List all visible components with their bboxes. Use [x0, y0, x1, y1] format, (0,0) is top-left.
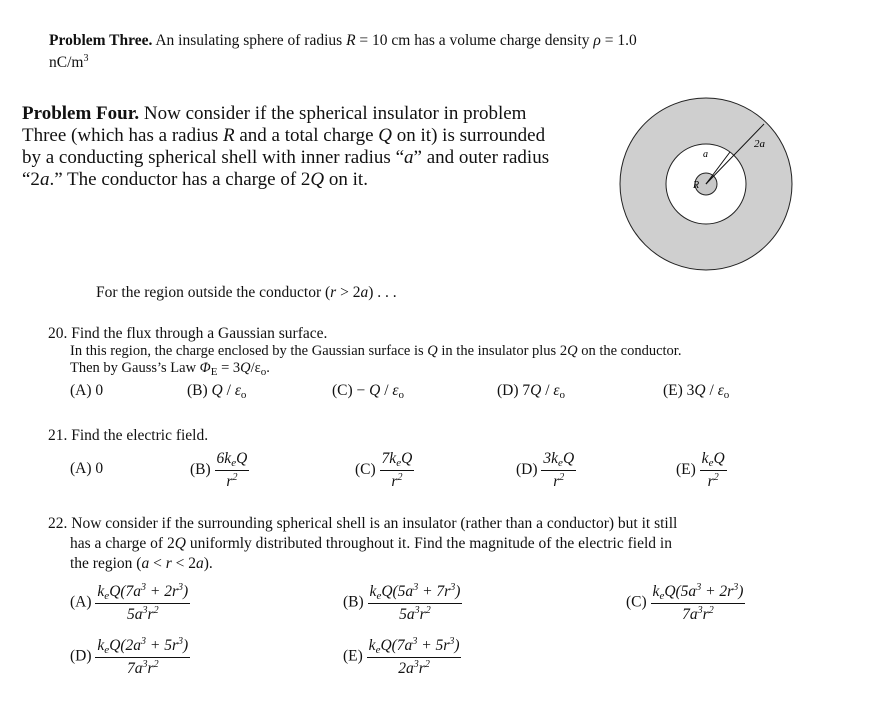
q20-option-d[interactable]: (D) 7Q / εo [497, 382, 566, 401]
problem-four-text: Now consider if the spherical insulator in problem Three (which has a radius R and a total charge Q on it) is surrounded by a conducting spherical shell with inner radius “a” and outer radius “2a.” The conductor has a charge of 2Q on it. [22, 103, 550, 190]
question-20 [48, 325, 681, 381]
q21-option-d[interactable]: (D) $\frac{\text{3keQ}}{r^2}$ [516, 450, 575, 491]
region-intro: For the region outside the conductor (r > 2a) . . . [96, 284, 397, 301]
inner-radius-label: a [703, 149, 708, 160]
question-22: 22. Now consider if the surrounding spherical shell is an insulator (rather than a conductor) but it still has a charge of 2Q uniformly distributed throughout it. Find the magnitude of the electric field in the region (a < r < 2a). [48, 515, 678, 572]
problem-four-title: Problem Four. [22, 103, 140, 124]
q20-explanation-2: Then by Gauss’s Law $\Phi_E = 3Q/\varepsilon_o$. [70, 360, 270, 378]
q21-question: Find the electric field. [71, 427, 209, 444]
q21-option-e[interactable]: (E) $\frac{\text{keQ}}{r^2}$ [676, 450, 725, 491]
q22-option-d[interactable]: (D) $\frac{keQ(2a^3 + 5r^3)}{7a^3r^2}$ [70, 636, 189, 678]
q21-number: 21. [48, 427, 68, 444]
q20-option-c[interactable]: (C) − Q / εo [332, 382, 405, 401]
question-21 [48, 427, 208, 445]
outer-radius-label: 2a [754, 138, 765, 150]
q21-option-c[interactable]: (C) $\frac{\text{7keQ}}{r^2}$ [355, 450, 413, 491]
q20-option-b[interactable]: (B) Q / εo [187, 382, 247, 401]
q20-option-a[interactable]: (A) 0 [70, 382, 104, 399]
q22-question: Now consider if the surrounding spherical shell is an insulator (rather than a conductor) but it still [71, 515, 678, 532]
problem-three-text: An insulating sphere of radius R = 10 cm has a volume charge density ρ = 1.0 $nC/m^3$ [49, 32, 637, 72]
q20-number: 20. [48, 325, 68, 342]
problem-three [49, 32, 829, 72]
q20-question: Find the flux through a Gaussian surface. [71, 325, 328, 342]
q22-option-c[interactable]: (C) $\frac{keQ(5a^3 + 2r^3)}{7a^3r^2}$ [626, 582, 744, 624]
core-radius-label: R [693, 180, 700, 191]
problem-three-title: Problem Three. [49, 32, 153, 49]
q22-option-a[interactable]: (A) $\frac{keQ(7a^3 + 2r^3)}{5a^3r^2}$ [70, 582, 189, 624]
q20-option-e[interactable]: (E) 3Q / εo [663, 382, 730, 401]
q21-option-a[interactable]: (A) 0 [70, 460, 104, 477]
q22-number: 22. [48, 515, 68, 532]
q22-option-b[interactable]: (B) $\frac{keQ(5a^3 + 7r^3)}{5a^3r^2}$ [343, 582, 461, 624]
q21-option-b[interactable]: (B) $\frac{\text{6keQ}}{r^2}$ [190, 450, 248, 491]
problem-four [22, 103, 567, 191]
q20-explanation-1: In this region, the charge enclosed by the Gaussian surface is Q in the insulator plus 2Q on the conductor. [70, 343, 682, 359]
concentric-shell-figure [617, 95, 795, 273]
q22-option-e[interactable]: (E) $\frac{keQ(7a^3 + 5r^3)}{2a^3r^2}$ [343, 636, 460, 678]
